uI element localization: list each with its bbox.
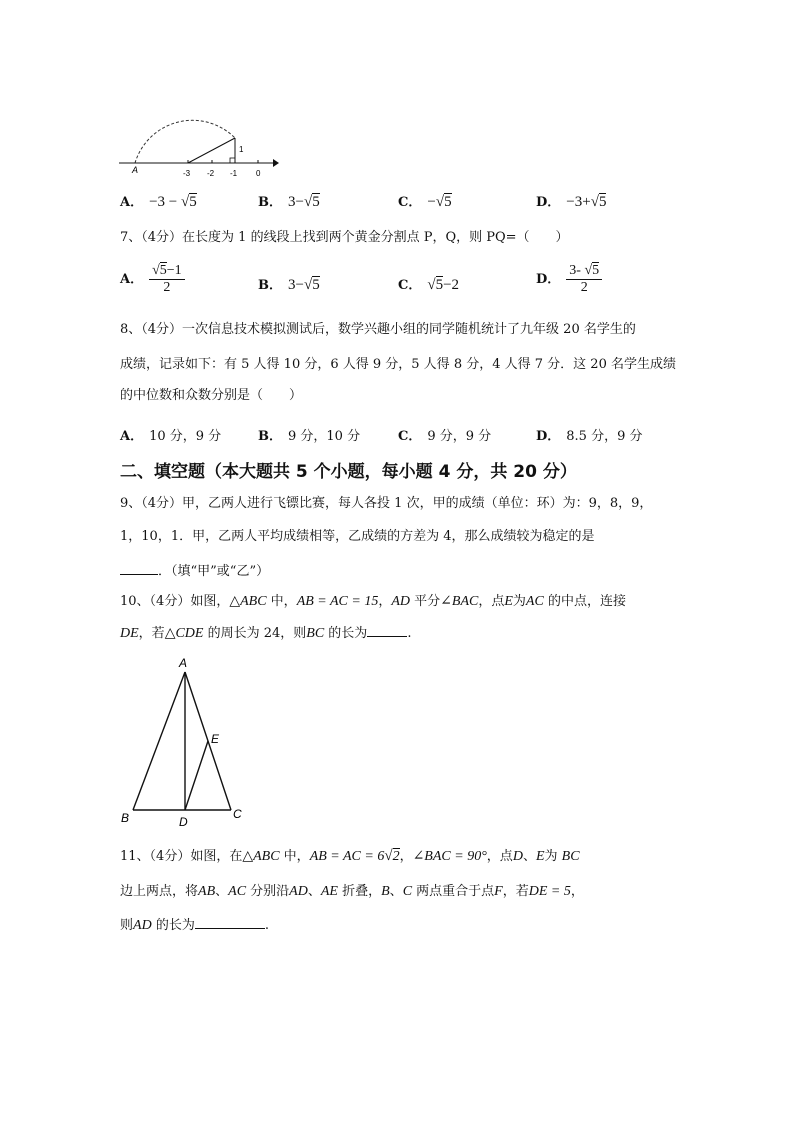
q10-label-c: C xyxy=(233,807,242,821)
q10-line-1: 10、（4分）如图，△ABC 中，AB = AC = 15，AD 平分∠BAC，点E为AC 的中点，连接 xyxy=(120,594,626,609)
q7-stem: 7、（4分）在长度为 1 的线段上找到两个黄金分割点 P，Q，则 PQ=（ ） xyxy=(120,230,569,245)
q9-line-2: 1，10，1．甲，乙两人平均成绩相等，乙成绩的方差为 4，那么成绩较为稳定的是 xyxy=(120,529,595,544)
section-2-heading: 二、填空题（本大题共 5 个小题，每小题 4 分，共 20 分） xyxy=(120,462,577,482)
q6-dashed-arc xyxy=(135,120,235,163)
q7-option-a: A． $\frac{√5-1}{2}$ xyxy=(120,263,185,296)
q8-line-1: 8、（4分）一次信息技术模拟测试后，数学兴趣小组的同学随机统计了九年级 20 名学生的 xyxy=(120,322,636,337)
q7-option-d-fraction: $\frac{3- √5}{2}$ xyxy=(566,263,602,296)
q10-label-b: B xyxy=(121,811,130,825)
q11-line-3: 则AD 的长为 . xyxy=(120,914,269,936)
q6-option-a: A． −3 − √5 xyxy=(120,194,197,210)
q10-triangle-figure xyxy=(115,652,250,830)
q9-line-1: 9、（4分）甲，乙两人进行飞镖比赛，每人各投 1 次，甲的成绩（单位：环）为：9，8，9， xyxy=(120,496,653,511)
q10-line-2: DE，若△CDE 的周长为 24，则BC 的长为 . xyxy=(120,622,411,644)
q7-option-d: D． $\frac{3- √5}{2}$ xyxy=(536,263,602,296)
q10-label-d: D xyxy=(179,815,188,829)
q7-option-c: C． √5−2 xyxy=(398,277,460,293)
q8-option-c: C． 9 分，9 分 xyxy=(398,429,492,444)
q10-label-a: A xyxy=(179,656,188,670)
q7-option-a-fraction: $\frac{√5-1}{2}$ xyxy=(149,263,185,296)
q9-line-3: ．（填“甲”或“乙”） xyxy=(120,560,269,582)
q10-side-ab xyxy=(133,672,185,810)
q6-point-a-label: A xyxy=(132,165,139,175)
q6-tick-label: -1 xyxy=(230,169,238,178)
q11-line-1: 11、（4分）如图，在△ABC 中，AB = AC = 6√2，∠BAC = 90°，点D、E为 BC xyxy=(120,848,580,864)
q6-tick-label: 0 xyxy=(256,169,261,178)
q10-label-e: E xyxy=(211,732,220,746)
q6-hypotenuse xyxy=(188,138,235,163)
q10-answer-blank[interactable] xyxy=(367,622,407,637)
q10-segment-de xyxy=(185,741,208,810)
q8-option-b: B． 9 分，10 分 xyxy=(258,429,361,444)
q6-option-c: C． −√5 xyxy=(398,194,452,210)
q8-line-2: 成绩，记录如下：有 5 人得 10 分，6 人得 9 分，5 人得 8 分，4 人得 7 分．这 20 名学生成绩 xyxy=(120,357,676,372)
q6-option-b: B． 3−√5 xyxy=(258,194,320,210)
q6-option-d: D． −3+√5 xyxy=(536,194,607,210)
q7-option-b: B． 3−√5 xyxy=(258,277,320,293)
q8-option-d: D． 8.5 分，9 分 xyxy=(536,429,643,444)
q8-option-a: A． 10 分，9 分 xyxy=(120,429,222,444)
q9-answer-blank[interactable] xyxy=(120,560,158,575)
q6-right-angle-mark xyxy=(230,158,235,163)
q6-tick-label: -3 xyxy=(183,169,191,178)
q11-line-2: 边上两点，将AB、AC 分别沿AD、AE 折叠，B、C 两点重合于点F，若DE = 5， xyxy=(120,884,584,899)
q11-answer-blank[interactable] xyxy=(195,914,265,929)
q8-line-3: 的中位数和众数分别是（ ） xyxy=(120,388,303,403)
q6-number-line-figure xyxy=(115,95,280,180)
q6-tick-label: -2 xyxy=(207,169,215,178)
q6-axis-arrow xyxy=(273,159,279,167)
q6-unit-label: 1 xyxy=(239,145,244,154)
